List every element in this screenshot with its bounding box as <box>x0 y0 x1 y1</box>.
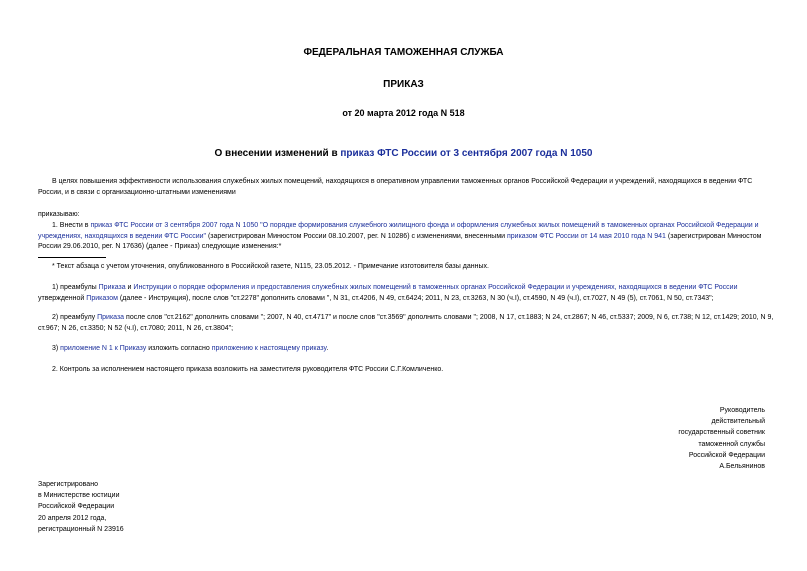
item-2-paragraph: 2. Контроль за исполнением настоящего приказа возложить на заместителя руководителя ФТС России С.Г.Комличенко. <box>52 366 444 373</box>
registration-line: Российской Федерации <box>38 503 115 511</box>
signature-block <box>565 405 765 472</box>
sub1-link-instruction[interactable]: Инструкции о порядке оформления и предоставления служебных жилых помещений в таможенных органах Российской Федерации и учреждениях, находящихся в ведении ФТС России <box>133 284 738 291</box>
sub3-prefix: 3) <box>52 345 61 352</box>
doc-type-heading: ПРИКАЗ <box>383 79 424 90</box>
sub3-link-appendix[interactable]: приложению к настоящему приказу <box>211 345 327 352</box>
sub1-link-prikazom[interactable]: Приказом <box>86 294 118 302</box>
signature-name: А.Бельянинов <box>719 463 765 471</box>
sub2-link-prikaz[interactable]: Приказа <box>97 314 125 321</box>
title-link[interactable]: приказ ФТС России от 3 сентября 2007 года N 1050 <box>340 148 593 159</box>
sub1-prefix: 1) преамбулы <box>52 284 99 291</box>
subitem-3-paragraph <box>38 344 778 355</box>
order-word: приказываю: <box>38 211 80 218</box>
sub1-rest: (далее - Инструкция), после слов "ст.2278" дополнить словами ", N 31, ст.4206, N 49, ст.6424; 2011, N 23, ст.3263, N 30 (ч.I), ст.4590, N 49 (ч.I), ст.7027, N 49 (5), ст.7061, N 50, ст.7343"; <box>117 294 714 302</box>
title-prefix: О внесении изменений в <box>214 148 341 159</box>
item1-suffix: (зарегистрирован Минюстом России 29.06.2010, рег. N 17636) (далее - Приказ) следующие изменения:* <box>38 232 762 250</box>
sub1-mid: утвержденной <box>38 294 87 302</box>
subitem-1-paragraph <box>38 283 778 304</box>
sub2-prefix: 2) преамбулу <box>52 314 98 321</box>
preamble-paragraph: В целях повышения эффективности использования служебных жилых помещений, находящихся в оперативном управлении таможенных органов Российской Федерации и учреждений, находящихся в ведении ФТС России, и в связи с организационно-штатными изменениями <box>38 178 753 196</box>
sub2-rest: после слов "ст.2162" дополнить словами "; 2007, N 40, ст.4717" и после слов "ст.3569" дополнить словами "; 2008, N 17, ст.1883; N 24, ст.2867; N 46, ст.5337; 2009, N 6, ст.738; N 12, ст.1429; 2010, N 9, ст.967; N 26, ст.3350; N 52 (ч.I), ст.7080; 2011, N 26, ст.3804"; <box>38 314 774 332</box>
registration-line: 20 апреля 2012 года, <box>38 514 107 522</box>
signature-line: Руководитель <box>719 407 765 414</box>
signature-line: действительный <box>711 418 765 426</box>
sub3-end: . <box>326 345 329 352</box>
sub1-and: и <box>125 284 134 291</box>
document-title <box>0 148 807 159</box>
item1-prefix: 1. Внести в <box>52 222 91 229</box>
agency-heading: ФЕДЕРАЛЬНАЯ ТАМОЖЕННАЯ СЛУЖБА <box>303 47 504 58</box>
subitem-2-paragraph <box>38 313 778 334</box>
date-number-heading: от 20 марта 2012 года N 518 <box>342 108 465 118</box>
item1-link-order-1050[interactable]: приказ ФТС России от 3 сентября 2007 года N 1050 "О порядке формирования служебного жилищного фонда и оформления служебных жилых помещений в таможенных органах Российской Федерации и учреждениях, находящихся в ведении ФТС России" <box>38 222 759 240</box>
registration-block <box>38 479 238 535</box>
sub3-link-appendix-1[interactable]: приложение N 1 к Приказу <box>60 345 147 352</box>
signature-line: государственный советник <box>678 429 765 437</box>
registration-line: Зарегистрировано <box>38 481 98 488</box>
registration-line: регистрационный N 23916 <box>38 525 124 533</box>
item1-link-order-941[interactable]: приказом ФТС России от 14 мая 2010 года N 941 <box>507 232 666 240</box>
registration-line: в Министерстве юстиции <box>38 492 120 500</box>
footnote-divider <box>38 257 106 258</box>
sub3-mid: изложить согласно <box>146 345 212 352</box>
footnote: * Текст абзаца с учетом уточнения, опубликованного в Российской газете, N115, 23.05.2012. - Примечание изготовителя базы данных. <box>52 263 489 270</box>
signature-line: Российской Федерации <box>688 451 765 459</box>
sub1-link-prikaz[interactable]: Приказа <box>98 284 126 291</box>
item1-mid: (зарегистрирован Минюстом России 08.10.2007, рег. N 10286) с изменениями, внесенными <box>206 232 507 240</box>
signature-line: таможенной службы <box>698 440 765 448</box>
item-1-paragraph <box>38 221 778 253</box>
